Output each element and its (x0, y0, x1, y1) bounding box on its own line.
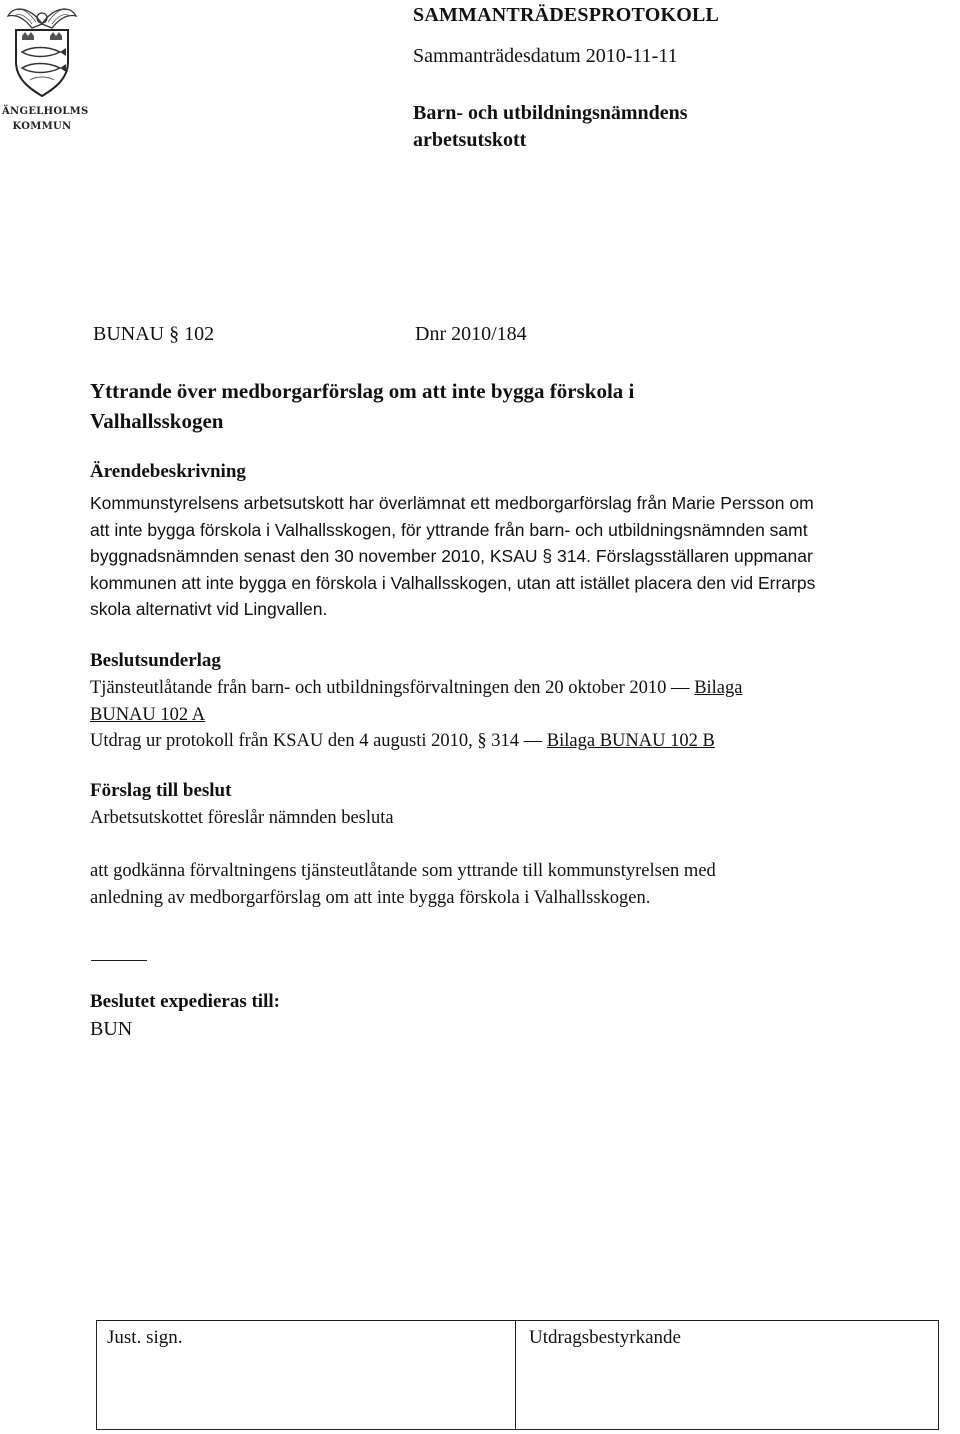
committee-name-line1: Barn- och utbildningsnämndens (413, 102, 688, 124)
meeting-date: Sammanträdesdatum 2010-11-11 (413, 45, 678, 67)
attachment-link-b[interactable]: Bilaga BUNAU 102 B (546, 731, 715, 751)
municipality-logo (2, 2, 89, 134)
basis-item (90, 675, 950, 702)
section-divider (91, 960, 147, 961)
logo-text-line2: KOMMUN (12, 121, 72, 132)
attachment-link-a[interactable]: Bilaga (694, 678, 743, 698)
att-clause-line2: anledning av medborgarförslag om att inte bygga förskola i Valhallsskogen. (90, 887, 651, 908)
basis-list (90, 675, 950, 755)
basis-heading: Beslutsunderlag (90, 650, 221, 671)
signature-box-divider (515, 1321, 516, 1429)
basis-item-continuation (90, 702, 950, 729)
dispatch-recipient: BUN (90, 1018, 133, 1040)
logo-text-line1: ÄNGELHOLMS (2, 106, 89, 117)
basis-item-text: Utdrag ur protokoll från KSAU den 4 augusti 2010, § 314 — (90, 731, 547, 751)
case-title-line1: Yttrande över medborgarförslag om att inte bygga förskola i (90, 379, 635, 403)
diary-number: Dnr 2010/184 (415, 323, 527, 345)
description-line: Kommunstyrelsens arbetsutskott har överlämnat ett medborgarförslag från Marie Persson om (90, 493, 814, 513)
proposal-text: Arbetsutskottet föreslår nämnden besluta (90, 808, 394, 828)
attachment-link-a-cont[interactable]: BUNAU 102 A (90, 704, 206, 725)
att-clause-line1: att godkänna förvaltningens tjänsteutlåtande som yttrande till kommunstyrelsen med (90, 861, 716, 881)
basis-item-text: Tjänsteutlåtande från barn- och utbildningsförvaltningen den 20 oktober 2010 — (90, 678, 695, 698)
basis-item (90, 728, 950, 755)
description-line: att inte bygga förskola i Valhallsskogen, för yttrande från barn- och utbildningsnämnden samt (90, 519, 808, 540)
description-text (90, 490, 950, 623)
description-line: byggnadsnämnden senast den 30 november 2010, KSAU § 314. Förslagsställaren uppmanar (90, 546, 813, 566)
document-type-title: SAMMANTRÄDESPROTOKOLL (413, 4, 720, 26)
coat-of-arms-icon (2, 2, 82, 102)
dispatch-heading: Beslutet expedieras till: (90, 991, 280, 1012)
proposal-heading: Förslag till beslut (90, 780, 232, 801)
proposal-att-clause (90, 858, 950, 911)
case-number: BUNAU § 102 (93, 323, 215, 345)
signature-box (96, 1320, 939, 1430)
justification-signature-label: Just. sign. (107, 1327, 183, 1348)
extract-certification-label: Utdragsbestyrkande (529, 1327, 681, 1348)
case-title-line2: Valhallsskogen (90, 409, 224, 433)
description-line: skola alternativt vid Lingvallen. (90, 599, 328, 619)
description-line: kommunen att inte bygga en förskola i Valhallsskogen, utan att istället placera den vid Errarps (90, 572, 816, 593)
description-heading: Ärendebeskrivning (90, 461, 246, 482)
committee-name-line2: arbetsutskott (413, 129, 527, 151)
committee-name (413, 100, 813, 154)
case-title (90, 376, 950, 436)
